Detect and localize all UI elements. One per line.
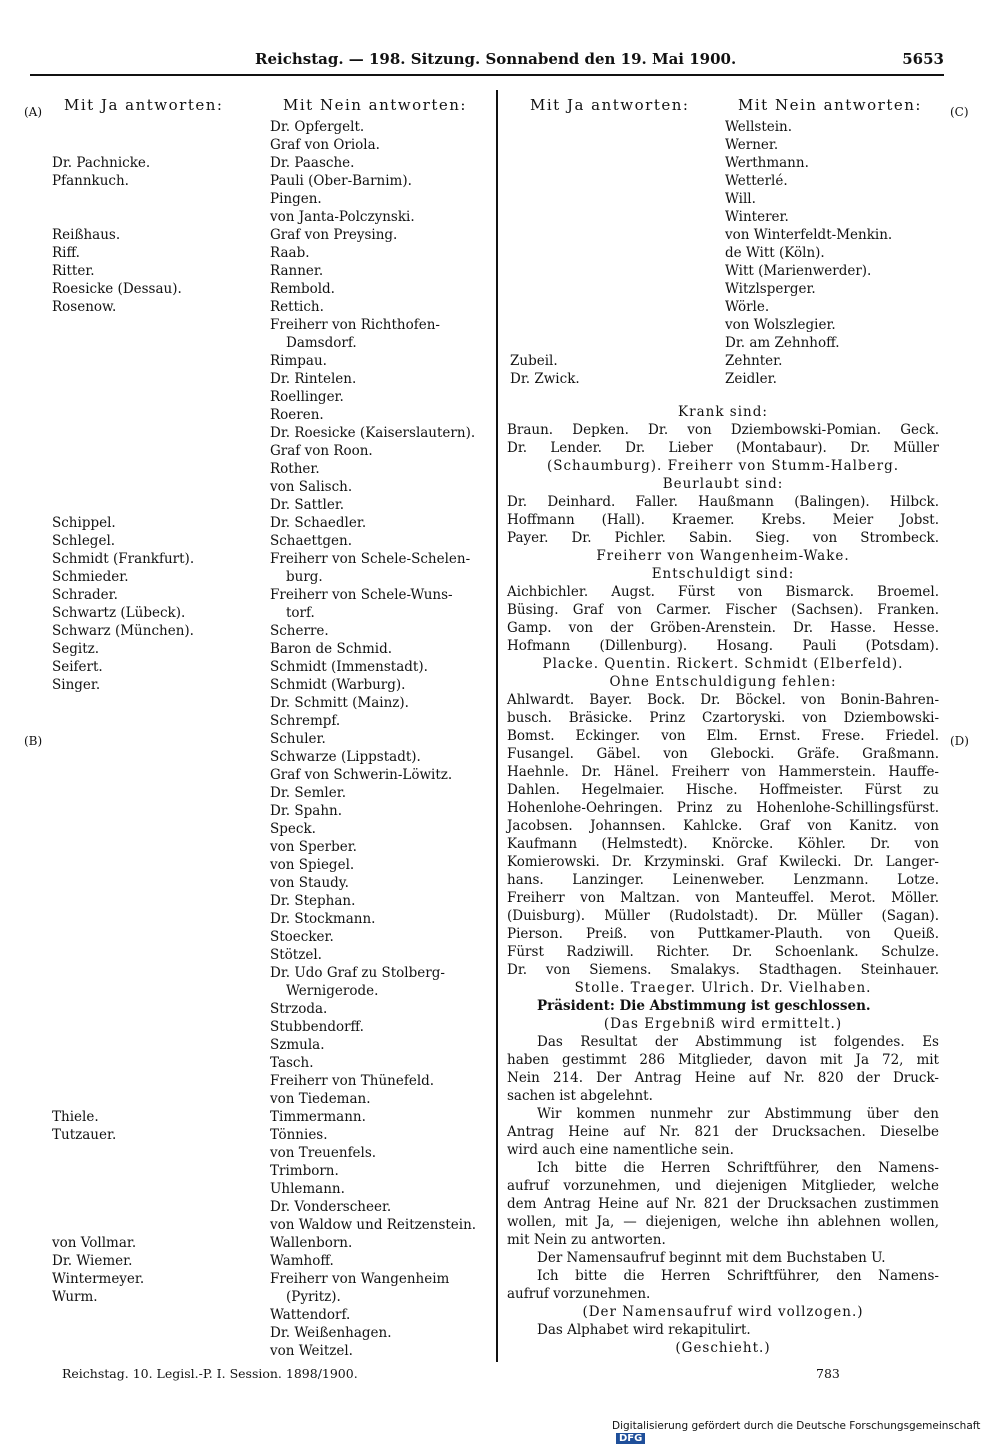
- text-line: Braun. Depken. Dr. von Dziembowski-Pomian. Geck.: [507, 422, 939, 438]
- blank-line: [52, 1162, 252, 1180]
- list-item: de Witt (Köln).: [725, 245, 825, 261]
- list-item: Dr. Schaedler.: [270, 515, 367, 531]
- blank-line: [52, 352, 252, 370]
- list-item: Ranner.: [270, 263, 324, 279]
- blank-line: [510, 208, 710, 226]
- text-line: Fürst Radziwill. Richter. Dr. Schoenlank. Schulze.: [507, 944, 939, 960]
- header-rule: [30, 74, 944, 76]
- list-item: Dr. am Zehnhoff.: [725, 335, 840, 351]
- list-item: Freiherr von Thünefeld.: [270, 1073, 435, 1089]
- blank-line: [52, 766, 252, 784]
- blank-line: [52, 910, 252, 928]
- blank-line: [510, 118, 710, 136]
- list-item: Zubeil.: [510, 353, 558, 369]
- list-item: Tönnies.: [270, 1127, 328, 1143]
- col4-no-list: [725, 118, 940, 388]
- col3-heading: Mit Ja antworten:: [530, 96, 690, 114]
- margin-letter-c: (C): [950, 105, 969, 119]
- margin-letter-d: (D): [950, 734, 969, 748]
- section-line: Stolle. Traeger. Ulrich. Dr. Vielhaben.: [574, 980, 872, 996]
- section-line: Entschuldigt sind:: [651, 566, 795, 582]
- blank-line: [52, 478, 252, 496]
- list-item: Wallenborn.: [270, 1235, 353, 1251]
- dfg-credit-text: Digitalisierung gefördert durch die Deutsche Forschungsgemeinschaft: [612, 1420, 981, 1432]
- list-item: Dr. Udo Graf zu Stolberg-: [270, 965, 445, 981]
- list-item: Dr. Opfergelt.: [270, 119, 365, 135]
- list-item: Wetterlé.: [725, 173, 788, 189]
- list-item: Damsdorf.: [286, 335, 357, 351]
- list-item: von Janta-Polczynski.: [270, 209, 415, 225]
- text-line: mit Nein zu antworten.: [507, 1232, 666, 1248]
- list-item: Schmidt (Frankfurt).: [52, 551, 195, 567]
- blank-line: [510, 334, 710, 352]
- footer-left: Reichstag. 10. Legisl.-P. I. Session. 1898/1900.: [62, 1366, 358, 1381]
- list-item: Wintermeyer.: [52, 1271, 145, 1287]
- list-item: Schmidt (Warburg).: [270, 677, 406, 693]
- blank-line: [52, 1036, 252, 1054]
- list-item: Schwartz (Lübeck).: [52, 605, 186, 621]
- list-item: von Tiedeman.: [270, 1091, 371, 1107]
- list-item: Rimpau.: [270, 353, 327, 369]
- blank-line: [510, 280, 710, 298]
- blank-line: [52, 856, 252, 874]
- list-item: Dr. Vonderscheer.: [270, 1199, 392, 1215]
- text-line: sachen ist abgelehnt.: [507, 1088, 653, 1104]
- list-item: von Winterfeldt-Menkin.: [725, 227, 893, 243]
- list-item: Werner.: [725, 137, 779, 153]
- list-item: Tutzauer.: [52, 1127, 117, 1143]
- list-item: Schmieder.: [52, 569, 129, 585]
- text-line: dem Antrag Heine auf Nr. 821 der Drucksachen zustimmen: [507, 1196, 939, 1212]
- list-item: Wamhoff.: [270, 1253, 334, 1269]
- blank-line: [52, 1072, 252, 1090]
- blank-line: [52, 1198, 252, 1216]
- list-item: Scherre.: [270, 623, 329, 639]
- text-line: Ich bitte die Herren Schriftführer, den Namens-: [537, 1268, 939, 1284]
- list-item: Witt (Marienwerder).: [725, 263, 872, 279]
- list-item: Graf von Oriola.: [270, 137, 380, 153]
- text-line: Das Alphabet wird rekapitulirt.: [537, 1322, 751, 1338]
- list-item: Pauli (Ober-Barnim).: [270, 173, 412, 189]
- list-item: (Pyritz).: [286, 1289, 341, 1305]
- col3-yes-list: [510, 118, 710, 388]
- list-item: Dr. Zwick.: [510, 371, 580, 387]
- list-item: von Salisch.: [270, 479, 353, 495]
- section-line: (Geschieht.): [675, 1340, 771, 1356]
- blank-line: [52, 874, 252, 892]
- blank-line: [510, 262, 710, 280]
- text-line: Dahlen. Hegelmaier. Hische. Hoffmeister. Fürst zu: [507, 782, 939, 798]
- list-item: Wörle.: [725, 299, 770, 315]
- text-line: aufruf vorzunehmen.: [507, 1286, 651, 1302]
- list-item: Rembold.: [270, 281, 335, 297]
- blank-line: [52, 1090, 252, 1108]
- column-divider: [496, 90, 498, 1362]
- blank-line: [52, 1054, 252, 1072]
- list-item: von Weitzel.: [270, 1343, 353, 1359]
- list-item: Stubbendorff.: [270, 1019, 364, 1035]
- list-item: Wernigerode.: [286, 983, 379, 999]
- text-line: wird auch eine namentliche sein.: [507, 1142, 734, 1158]
- blank-line: [52, 928, 252, 946]
- text-line: haben gestimmt 286 Mitglieder, davon mit Ja 72, mit: [507, 1052, 939, 1068]
- list-item: Wattendorf.: [270, 1307, 351, 1323]
- dfg-credit: [612, 1420, 1000, 1444]
- blank-line: [52, 406, 252, 424]
- blank-line: [52, 730, 252, 748]
- blank-line: [52, 1180, 252, 1198]
- list-item: Roellinger.: [270, 389, 344, 405]
- blank-line: [52, 1000, 252, 1018]
- blank-line: [52, 388, 252, 406]
- list-item: Schrempf.: [270, 713, 341, 729]
- blank-line: [52, 442, 252, 460]
- blank-line: [510, 298, 710, 316]
- text-line: Dr. Deinhard. Faller. Haußmann (Balingen). Hilbck.: [507, 494, 939, 510]
- section-line: (Schaumburg). Freiherr von Stumm-Halberg.: [546, 458, 900, 474]
- list-item: Baron de Schmid.: [270, 641, 393, 657]
- section-line: Placke. Quentin. Rickert. Schmidt (Elberfeld).: [542, 656, 904, 672]
- list-item: Freiherr von Schele-Wuns-: [270, 587, 453, 603]
- margin-letter-b: (B): [24, 734, 43, 748]
- text-line: Nein 214. Der Antrag Heine auf Nr. 820 der Druck-: [507, 1070, 939, 1086]
- blank-line: [52, 982, 252, 1000]
- col1-heading: Mit Ja antworten:: [64, 96, 224, 114]
- dfg-logo: DFG: [616, 1433, 645, 1444]
- list-item: Dr. Paasche.: [270, 155, 355, 171]
- text-line: Präsident: Die Abstimmung ist geschlossen.: [537, 998, 871, 1014]
- list-item: Dr. Pachnicke.: [52, 155, 151, 171]
- list-item: Freiherr von Richthofen-: [270, 317, 440, 333]
- list-item: Freiherr von Wangenheim: [270, 1271, 450, 1287]
- text-line: Hohenlohe-Oehringen. Prinz zu Hohenlohe-Schillingsfürst.: [507, 800, 939, 816]
- list-item: Reißhaus.: [52, 227, 121, 243]
- section-line: Freiherr von Wangenheim-Wake.: [596, 548, 850, 564]
- list-item: Zehnter.: [725, 353, 783, 369]
- list-item: Schaettgen.: [270, 533, 353, 549]
- list-item: Roesicke (Dessau).: [52, 281, 182, 297]
- list-item: Dr. Sattler.: [270, 497, 345, 513]
- text-line: aufruf vorzunehmen, und diejenigen Mitglieder, welche: [507, 1178, 939, 1194]
- blank-line: [510, 172, 710, 190]
- text-line: Pierson. Preiß. von Puttkamer-Plauth. von Queiß.: [507, 926, 939, 942]
- list-item: Wurm.: [52, 1289, 98, 1305]
- list-item: Dr. Semler.: [270, 785, 346, 801]
- text-line: Ahlwardt. Bayer. Bock. Dr. Böckel. von Bonin-Bahren-: [507, 692, 939, 708]
- blank-line: [52, 946, 252, 964]
- blank-line: [52, 190, 252, 208]
- list-item: Graf von Schwerin-Löwitz.: [270, 767, 453, 783]
- text-line: Payer. Dr. Pichler. Sabin. Sieg. von Strombeck.: [507, 530, 939, 546]
- list-item: Ritter.: [52, 263, 95, 279]
- list-item: Pingen.: [270, 191, 322, 207]
- list-item: Thiele.: [52, 1109, 99, 1125]
- blank-line: [52, 802, 252, 820]
- blank-line: [52, 838, 252, 856]
- blank-line: [52, 1216, 252, 1234]
- section-line: Beurlaubt sind:: [662, 476, 784, 492]
- text-line: (Duisburg). Müller (Rudolstadt). Dr. Müller (Sagan).: [507, 908, 939, 924]
- list-item: Witzlsperger.: [725, 281, 816, 297]
- col4-heading: Mit Nein antworten:: [738, 96, 922, 114]
- blank-line: [52, 892, 252, 910]
- list-item: Roeren.: [270, 407, 324, 423]
- text-line: Bomst. Eckinger. von Elm. Ernst. Frese. Friedel.: [507, 728, 939, 744]
- list-item: Schippel.: [52, 515, 116, 531]
- list-item: von Spiegel.: [270, 857, 355, 873]
- text-line: Dr. von Siemens. Smalakys. Stadthagen. Steinhauer.: [507, 962, 939, 978]
- section-line: (Der Namensaufruf wird vollzogen.): [582, 1304, 864, 1320]
- page-number: 5653: [902, 50, 944, 68]
- list-item: Dr. Weißenhagen.: [270, 1325, 392, 1341]
- list-item: Stoecker.: [270, 929, 334, 945]
- blank-line: [52, 334, 252, 352]
- list-item: Szmula.: [270, 1037, 325, 1053]
- list-item: Will.: [725, 191, 756, 207]
- blank-line: [52, 820, 252, 838]
- text-line: Jacobsen. Johannsen. Kahlcke. Graf von Kanitz. von: [507, 818, 939, 834]
- list-item: Rother.: [270, 461, 320, 477]
- list-item: von Sperber.: [270, 839, 357, 855]
- blank-line: [52, 208, 252, 226]
- blank-line: [52, 748, 252, 766]
- blank-line: [52, 712, 252, 730]
- blank-line: [510, 154, 710, 172]
- text-line: busch. Bräsicke. Prinz Czartoryski. von Dziembowski-: [507, 710, 939, 726]
- text-line: Komierowski. Dr. Krzyminski. Graf Kwilecki. Dr. Langer-: [507, 854, 939, 870]
- blank-line: [510, 226, 710, 244]
- col2-no-list: [270, 118, 492, 1360]
- section-line: Ohne Entschuldigung fehlen:: [609, 674, 837, 690]
- list-item: Pfannkuch.: [52, 173, 129, 189]
- list-item: Dr. Schmitt (Mainz).: [270, 695, 409, 711]
- list-item: Schwarz (München).: [52, 623, 194, 639]
- list-item: Dr. Stephan.: [270, 893, 356, 909]
- list-item: Trimborn.: [270, 1163, 339, 1179]
- margin-letter-a: (A): [24, 105, 43, 119]
- footer-page-number: 783: [816, 1366, 840, 1381]
- list-item: Raab.: [270, 245, 310, 261]
- col2-heading: Mit Nein antworten:: [283, 96, 467, 114]
- text-line: Haehnle. Dr. Hänel. Freiherr von Hammerstein. Hauffe-: [507, 764, 939, 780]
- text-line: Ich bitte die Herren Schriftführer, den Namens-: [537, 1160, 939, 1176]
- blank-line: [510, 136, 710, 154]
- list-item: Uhlemann.: [270, 1181, 345, 1197]
- list-item: Timmermann.: [270, 1109, 366, 1125]
- list-item: Schmidt (Immenstadt).: [270, 659, 428, 675]
- blank-line: [510, 244, 710, 262]
- list-item: von Wolszlegier.: [725, 317, 836, 333]
- list-item: Dr. Spahn.: [270, 803, 342, 819]
- list-item: Zeidler.: [725, 371, 777, 387]
- text-line: Der Namensaufruf beginnt mit dem Buchstaben U.: [537, 1250, 886, 1266]
- text-line: wollen, mit Ja, — diejenigen, welche ihn ablehnen wollen,: [507, 1214, 939, 1230]
- section-line: (Das Ergebniß wird ermittelt.): [603, 1016, 843, 1032]
- list-item: Tasch.: [270, 1055, 314, 1071]
- text-line: Büsing. Graf von Carmer. Fischer (Sachsen). Franken.: [507, 602, 939, 618]
- list-item: von Waldow und Reitzenstein.: [270, 1217, 477, 1233]
- list-item: Dr. Wiemer.: [52, 1253, 133, 1269]
- list-item: Schlegel.: [52, 533, 116, 549]
- blank-line: [510, 190, 710, 208]
- text-line: Das Resultat der Abstimmung ist folgendes. Es: [537, 1034, 939, 1050]
- text-line: Antrag Heine auf Nr. 821 der Drucksachen. Dieselbe: [507, 1124, 939, 1140]
- text-line: Kaufmann (Helmstedt). Knörcke. Köhler. Dr. von: [507, 836, 939, 852]
- blank-line: [52, 964, 252, 982]
- blank-line: [52, 316, 252, 334]
- list-item: Wellstein.: [725, 119, 793, 135]
- text-line: Wir kommen nunmehr zur Abstimmung über den: [537, 1106, 939, 1122]
- list-item: Strzoda.: [270, 1001, 328, 1017]
- list-item: Winterer.: [725, 209, 789, 225]
- list-item: torf.: [286, 605, 315, 621]
- text-line: hans. Lanzinger. Leinenweber. Lenzmann. Lotze.: [507, 872, 939, 888]
- list-item: Dr. Rintelen.: [270, 371, 357, 387]
- list-item: von Staudy.: [270, 875, 349, 891]
- list-item: Graf von Roon.: [270, 443, 373, 459]
- list-item: Dr. Roesicke (Kaiserslautern).: [270, 425, 476, 441]
- list-item: Graf von Preysing.: [270, 227, 398, 243]
- text-line: Freiherr von Maltzan. von Manteuffel. Merot. Möller.: [507, 890, 939, 906]
- list-item: Riff.: [52, 245, 80, 261]
- list-item: Rosenow.: [52, 299, 117, 315]
- text-line: Dr. Lender. Dr. Lieber (Montabaur). Dr. Müller: [507, 440, 939, 456]
- text-line: Gamp. von der Gröben-Arenstein. Dr. Hasse. Hesse.: [507, 620, 939, 636]
- list-item: Seifert.: [52, 659, 103, 675]
- list-item: Schwarze (Lippstadt).: [270, 749, 421, 765]
- blank-line: [52, 496, 252, 514]
- text-line: Aichbichler. Augst. Fürst von Bismarck. Broemel.: [507, 584, 939, 600]
- text-line: Hoffmann (Hall). Kraemer. Krebs. Meier Jobst.: [507, 512, 939, 528]
- list-item: Freiherr von Schele-Schelen-: [270, 551, 471, 567]
- list-item: Segitz.: [52, 641, 100, 657]
- col1-yes-list: [52, 154, 252, 1306]
- section-line: Krank sind:: [678, 404, 768, 420]
- list-item: Speck.: [270, 821, 316, 837]
- blank-line: [52, 1018, 252, 1036]
- page-header: [255, 50, 944, 72]
- page-title: Reichstag. — 198. Sitzung. Sonnabend den 19. Mai 1900.: [255, 50, 737, 68]
- list-item: Dr. Stockmann.: [270, 911, 376, 927]
- list-item: von Vollmar.: [52, 1235, 137, 1251]
- list-item: Schrader.: [52, 587, 118, 603]
- blank-line: [52, 370, 252, 388]
- blank-line: [52, 460, 252, 478]
- list-item: von Treuenfels.: [270, 1145, 377, 1161]
- blank-line: [52, 694, 252, 712]
- blank-line: [52, 1144, 252, 1162]
- text-line: Hofmann (Dillenburg). Hosang. Pauli (Potsdam).: [507, 638, 939, 654]
- text-line: Fusangel. Gäbel. von Glebocki. Gräfe. Graßmann.: [507, 746, 939, 762]
- list-item: Werthmann.: [725, 155, 809, 171]
- list-item: Stötzel.: [270, 947, 322, 963]
- blank-line: [52, 424, 252, 442]
- blank-line: [510, 316, 710, 334]
- list-item: Singer.: [52, 677, 101, 693]
- list-item: Rettich.: [270, 299, 324, 315]
- right-text-block: [507, 403, 939, 1357]
- list-item: Schuler.: [270, 731, 326, 747]
- list-item: burg.: [286, 569, 323, 585]
- blank-line: [52, 784, 252, 802]
